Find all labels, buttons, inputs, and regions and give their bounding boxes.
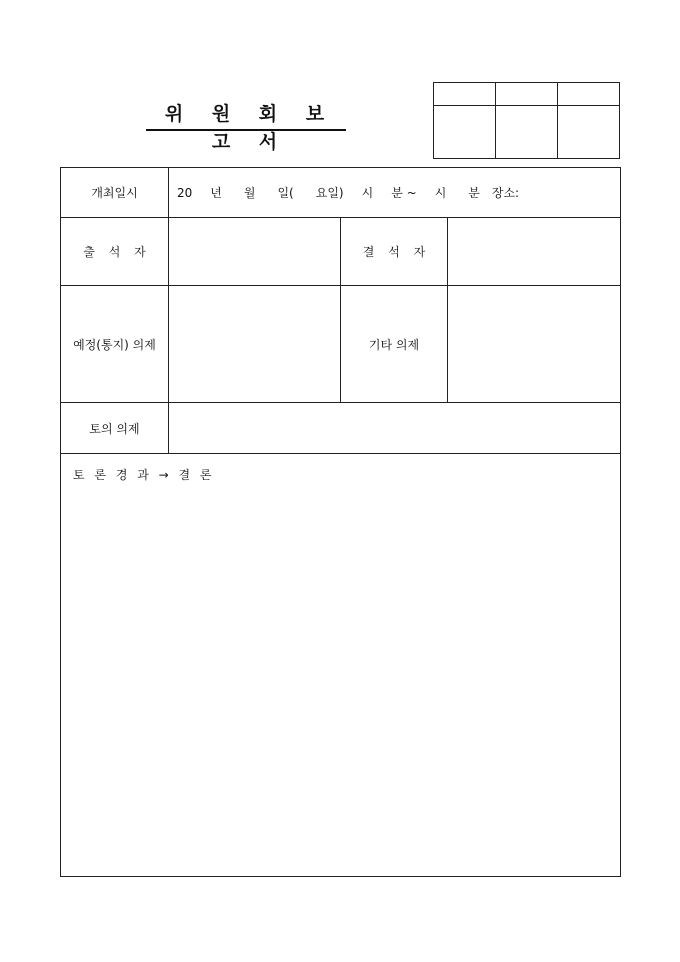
date-weekday: 요일)	[315, 186, 344, 200]
meeting-date-label: 개최일시	[61, 168, 169, 218]
date-year-unit: 년	[210, 186, 222, 200]
title-underline	[146, 129, 346, 131]
page-title: 위 원 회 보 고 서	[164, 103, 336, 153]
planned-agenda-label: 예정(통지) 의제	[61, 286, 169, 403]
time-hour-unit: 시	[361, 186, 374, 200]
approval-signature-cell[interactable]	[496, 106, 558, 159]
attendees-field[interactable]	[169, 218, 341, 286]
approval-stamp-box	[433, 82, 620, 159]
other-agenda-label: 기타 의제	[341, 286, 448, 403]
planned-agenda-field[interactable]	[169, 286, 341, 403]
time-minute-unit: 분 ~	[391, 186, 417, 200]
discussion-result-label: 토 론 경 과 → 결 론	[73, 468, 215, 482]
report-form	[60, 167, 621, 877]
approval-signature-cell[interactable]	[434, 106, 496, 159]
discussion-result-area[interactable]	[61, 454, 621, 877]
absentees-field[interactable]	[448, 218, 621, 286]
date-month-unit: 월	[243, 186, 256, 200]
approval-header-cell[interactable]	[558, 83, 620, 106]
discussion-agenda-label: 토의 의제	[61, 403, 169, 454]
absentees-label: 결 석 자	[341, 218, 448, 286]
attendees-label: 출 석 자	[61, 218, 169, 286]
other-agenda-field[interactable]	[448, 286, 621, 403]
approval-header-cell[interactable]	[496, 83, 558, 106]
discussion-agenda-field[interactable]	[169, 403, 621, 454]
date-year: 20	[177, 186, 193, 200]
time-minute-unit-end: 분	[468, 186, 480, 200]
approval-header-cell[interactable]	[434, 83, 496, 106]
date-day-unit: 일(	[277, 186, 294, 200]
meeting-date-field[interactable]	[169, 168, 621, 218]
place-label: 장소:	[491, 186, 520, 200]
time-hour-unit-end: 시	[434, 186, 447, 200]
approval-signature-cell[interactable]	[558, 106, 620, 159]
